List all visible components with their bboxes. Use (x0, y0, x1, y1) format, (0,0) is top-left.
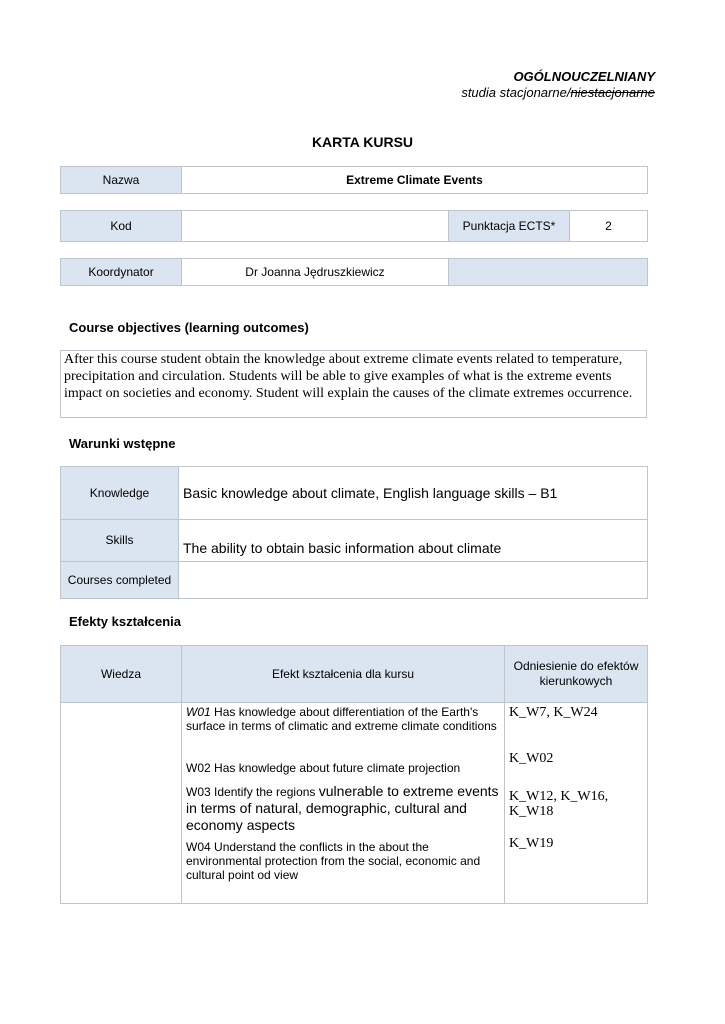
effect-reference: K_W7, K_W24 (509, 705, 598, 720)
effects-col-category: Wiedza (61, 646, 182, 703)
prereq-courses-label: Courses completed (61, 562, 179, 599)
effect-reference: K_W02 (509, 751, 554, 766)
prereq-skills-label: Skills (61, 520, 179, 562)
effects-table (60, 645, 648, 904)
effect-item (186, 783, 500, 831)
prerequisites-heading: Warunki wstępne (69, 436, 176, 451)
effect-reference: K_W19 (509, 836, 554, 851)
coordinator-label: Koordynator (61, 259, 182, 286)
effect-item (186, 705, 500, 747)
prereq-courses-value (179, 562, 648, 599)
effect-text: Has knowledge about differentiation of the Earth's surface in terms of climatic and extreme climate conditions (186, 705, 497, 733)
course-name: Extreme Climate Events (182, 167, 648, 194)
effect-code: W03 (186, 785, 211, 799)
effect-text-large: vulnerable to extreme events in terms of natural, demographic, cultural and economy aspects (186, 783, 499, 833)
effect-code: W04 (186, 840, 211, 854)
objectives-heading: Course objectives (learning outcomes) (69, 320, 309, 335)
effects-heading: Efekty kształcenia (69, 614, 182, 629)
coordinator-table (60, 258, 648, 286)
study-mode-full-time: studia stacjonarne/ (461, 85, 571, 100)
ects-value: 2 (570, 211, 648, 242)
coordinator-name: Dr Joanna Jędruszkiewicz (182, 259, 449, 286)
effect-reference: K_W12, K_W16, K_W18 (509, 789, 609, 819)
effect-text: Has knowledge about future climate projection (210, 761, 461, 775)
effects-references (505, 703, 648, 904)
page-title: KARTA KURSU (311, 134, 414, 150)
code-value (182, 211, 449, 242)
ects-label: Punktacja ECTS* (449, 211, 570, 242)
effect-item (186, 761, 500, 777)
coordinator-extra (449, 259, 648, 286)
course-category: OGÓLNOUCZELNIANY (513, 69, 655, 84)
effect-text: Identify the regions (210, 785, 319, 799)
effects-col-reference: Odniesienie do efektów kierunkowych (505, 646, 648, 703)
study-mode (461, 85, 655, 100)
prereq-knowledge-value: Basic knowledge about climate, English language skills – B1 (179, 467, 648, 520)
study-mode-part-time-struck: niestacjonarne (570, 85, 655, 100)
name-label: Nazwa (61, 167, 182, 194)
effect-code: W01 (186, 705, 211, 719)
name-table (60, 166, 648, 194)
prereq-skills-value: The ability to obtain basic information about climate (179, 520, 648, 562)
effect-code: W02 (186, 761, 211, 775)
code-label: Kod (61, 211, 182, 242)
effects-col-effect: Efekt kształcenia dla kursu (182, 646, 505, 703)
effect-text: Understand the conflicts in the about the environmental protection from the social, economic and cultural point od view (186, 840, 481, 882)
code-table (60, 210, 648, 242)
prerequisites-table (60, 466, 648, 599)
prereq-knowledge-label: Knowledge (61, 467, 179, 520)
effect-item (186, 840, 500, 882)
objectives-text: After this course student obtain the knowledge about extreme climate events related to temperature, precipitation and circulation. Students will be able to give examples of what is the extreme events impact on societies and economy. Student will explain the causes of the climate extremes occurrence. (60, 350, 647, 418)
effects-category-cell (61, 703, 182, 904)
effects-list (182, 703, 505, 904)
